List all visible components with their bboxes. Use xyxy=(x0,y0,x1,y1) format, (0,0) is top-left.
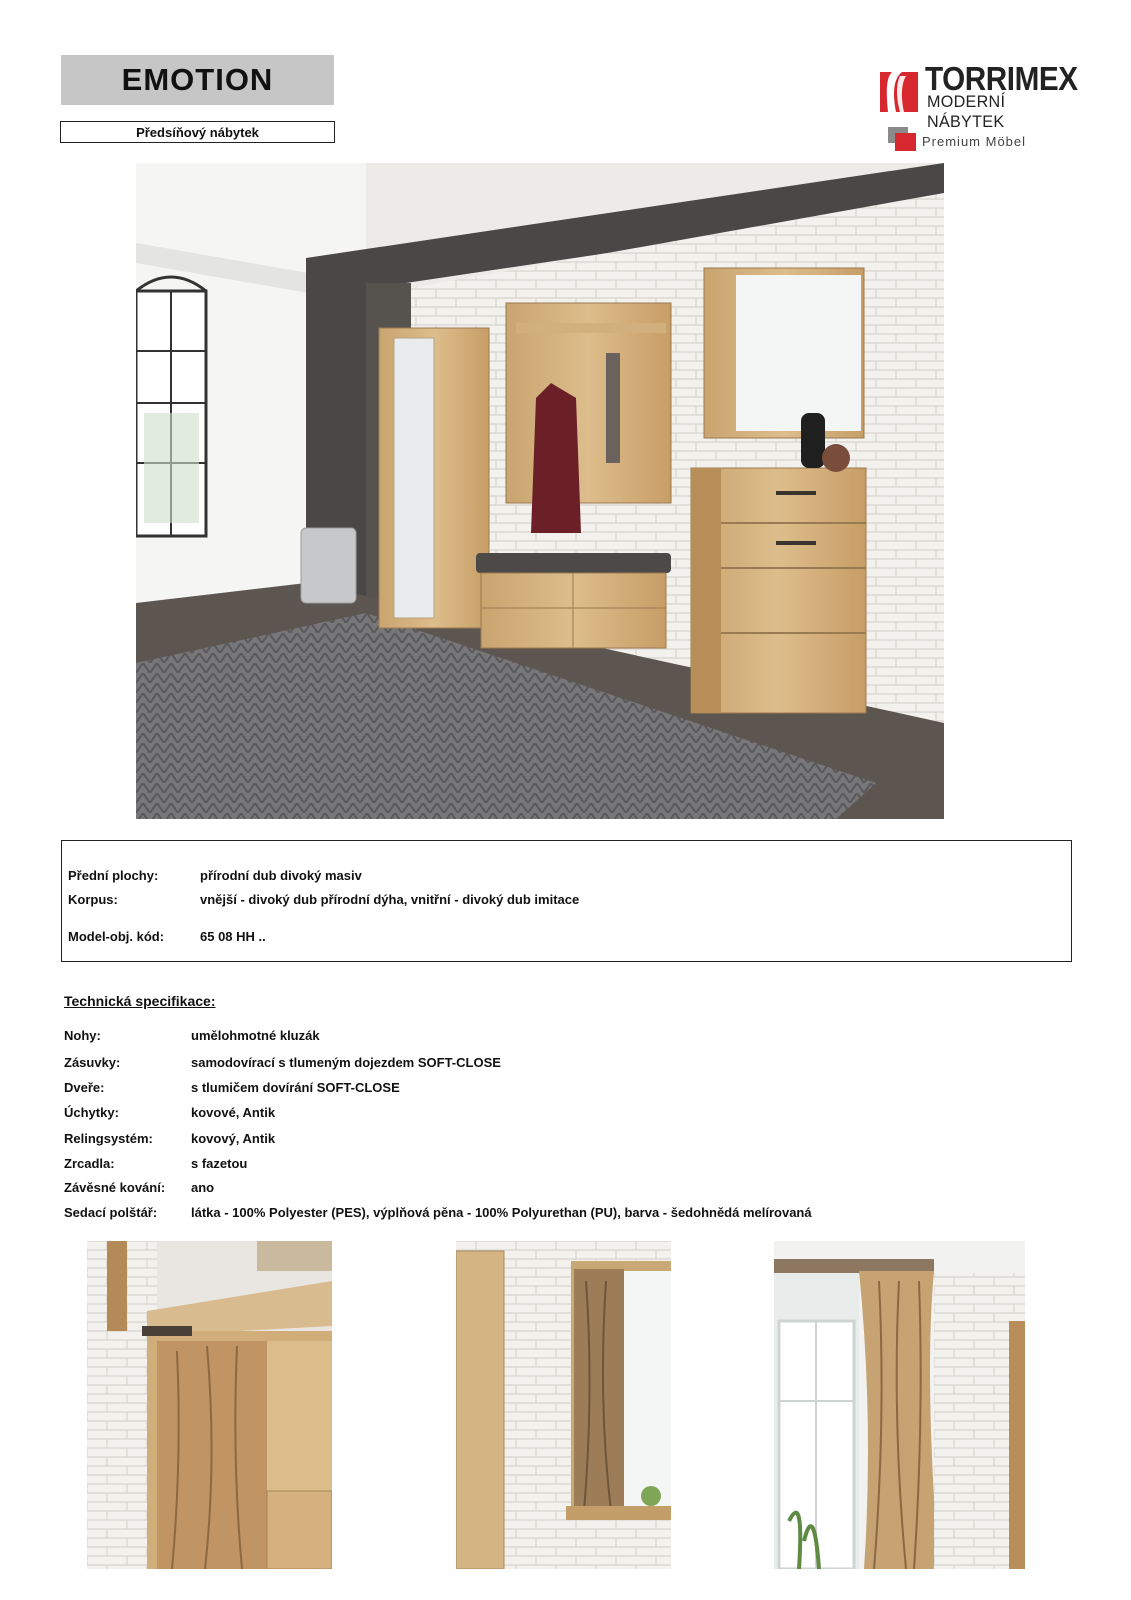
spec-value-legs: umělohmotné kluzák xyxy=(191,1028,320,1043)
info-label-front: Přední plochy: xyxy=(68,868,159,883)
info-value-front: přírodní dub divoký masiv xyxy=(200,868,362,883)
spec-label-cushion: Sedací polštář: xyxy=(64,1205,158,1220)
spec-value-cushion: látka - 100% Polyester (PES), výplňová pěna - 100% Polyurethan (PU), barva - šedohnědá melírovaná xyxy=(191,1205,812,1220)
spec-label-handles: Úchytky: xyxy=(64,1105,119,1120)
detail-photo-cabinet-corner xyxy=(87,1241,332,1569)
torrimex-mark-icon xyxy=(880,62,918,112)
page-title: EMOTION xyxy=(121,62,274,97)
logo-premium: Premium Möbel xyxy=(922,134,1027,149)
spec-label-legs: Nohy: xyxy=(64,1028,101,1043)
spec-value-drawers: samodovírací s tlumeným dojezdem SOFT-CLOSE xyxy=(191,1055,501,1070)
spec-label-drawers: Zásuvky: xyxy=(64,1055,121,1070)
premium-mark-icon xyxy=(888,127,916,151)
logo-tagline: MODERNÍ NÁBYTEK xyxy=(927,92,1006,131)
info-value-body: vnější - divoký dub přírodní dýha, vnitřní - divoký dub imitace xyxy=(200,892,580,907)
spec-label-doors: Dveře: xyxy=(64,1080,105,1095)
material-info-box xyxy=(61,840,1072,962)
title-box xyxy=(61,55,334,105)
torrimex-logo xyxy=(880,60,1080,160)
spec-value-rail: kovový, Antik xyxy=(191,1131,276,1146)
detail-photo-mirror xyxy=(456,1241,671,1569)
detail-photo-wardrobe-door xyxy=(774,1241,1025,1569)
spec-label-hanging: Závěsné kování: xyxy=(64,1180,166,1195)
spec-heading: Technická specifikace: xyxy=(64,993,216,1009)
spec-value-doors: s tlumičem dovírání SOFT-CLOSE xyxy=(191,1080,400,1095)
spec-label-mirrors: Zrcadla: xyxy=(64,1156,115,1171)
info-label-body: Korpus: xyxy=(68,892,118,907)
hallway-furniture-photo xyxy=(136,163,944,819)
info-label-model: Model-obj. kód: xyxy=(68,929,165,944)
info-value-model: 65 08 HH .. xyxy=(200,929,266,944)
spec-value-hanging: ano xyxy=(191,1180,215,1195)
logo-brand: TORRIMEX xyxy=(925,60,1078,97)
category-label: Předsíňový nábytek xyxy=(60,121,335,143)
spec-label-rail: Relingsystém: xyxy=(64,1131,153,1146)
spec-value-mirrors: s fazetou xyxy=(191,1156,248,1171)
spec-value-handles: kovové, Antik xyxy=(191,1105,276,1120)
